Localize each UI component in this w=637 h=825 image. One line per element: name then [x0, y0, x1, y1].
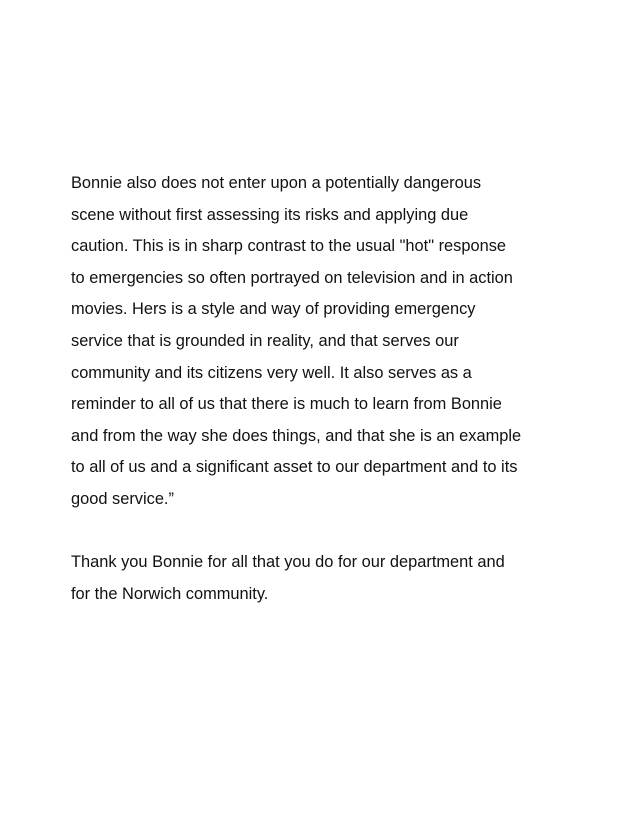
text-line: community and its citizens very well. It also serves as a [71, 363, 472, 382]
text-line: scene without first assessing its risks and applying due [71, 205, 469, 224]
text-line: caution. This is in sharp contrast to the usual "hot" response [71, 237, 507, 256]
text-line: good service.” [71, 489, 174, 508]
text-line: and from the way she does things, and that she is an example [71, 426, 522, 445]
paragraph-thanks [71, 547, 571, 610]
text-line: movies. Hers is a style and way of providing emergency [71, 300, 476, 319]
text-line: to all of us and a significant asset to our department and to its [71, 458, 518, 477]
text-line: to emergencies so often portrayed on television and in action [71, 268, 513, 287]
text-line: Bonnie also does not enter upon a potentially dangerous [71, 174, 482, 192]
text-line: reminder to all of us that there is much to learn from Bonnie [71, 395, 502, 414]
text-line: Thank you Bonnie for all that you do for our department and [71, 553, 505, 571]
paragraph-assessment [71, 168, 571, 516]
text-line: service that is grounded in reality, and that serves our [71, 331, 459, 350]
text-line: for the Norwich community. [71, 584, 269, 603]
